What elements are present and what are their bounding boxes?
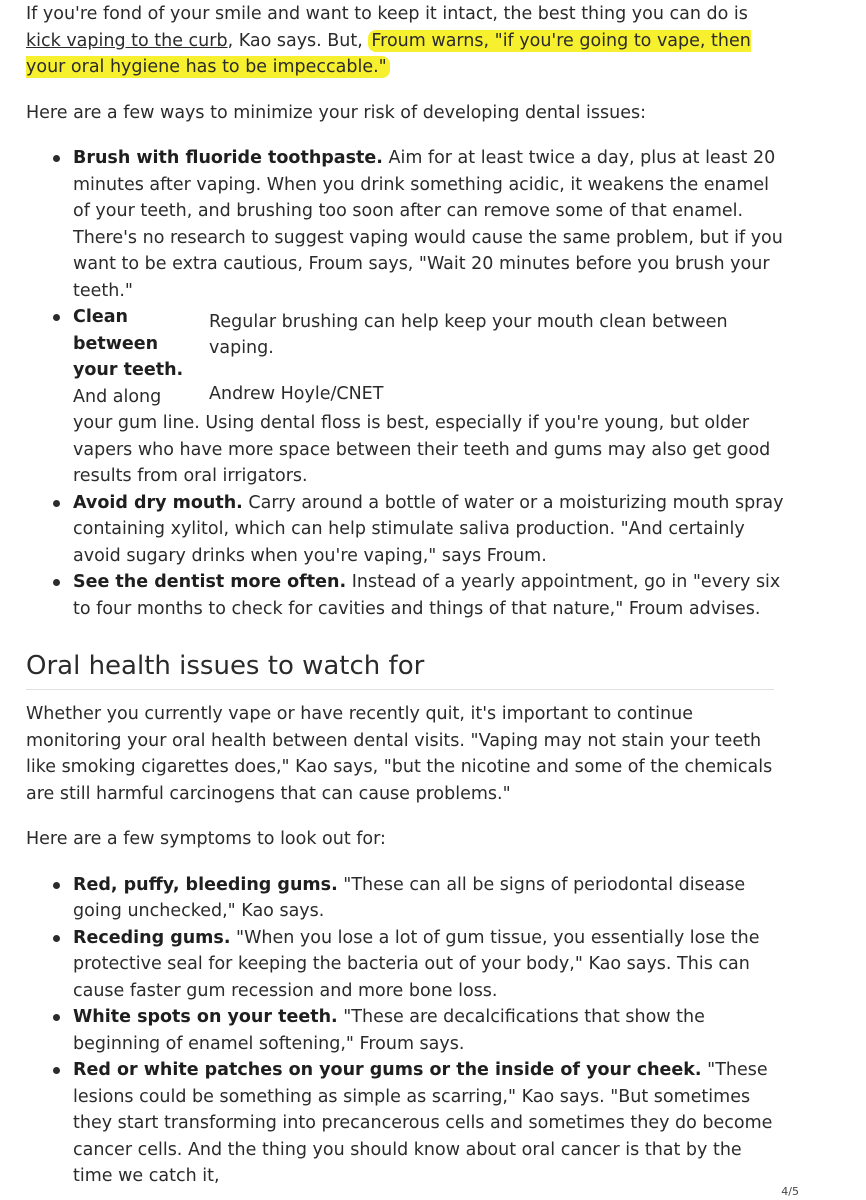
kick-vaping-link[interactable]: kick vaping to the curb bbox=[26, 30, 228, 51]
symptom-text: "These are decalcifications that show the beginning of enamel softening," Froum says. bbox=[73, 1007, 705, 1054]
tips-intro: Here are a few ways to minimize your risk of developing dental issues: bbox=[26, 102, 646, 123]
symptoms-intro: Here are a few symptoms to look out for: bbox=[26, 829, 386, 849]
list-item bbox=[73, 872, 786, 925]
article-body bbox=[26, 0, 786, 1190]
list-item bbox=[73, 490, 786, 570]
symptom-text: "These lesions could be something as simple as scarring," Kao says. "But sometimes they start transforming into precancerous cells and sometimes they do become cancer cells. And the thing you should know about oral cancer is that by the time we catch it, bbox=[73, 1060, 773, 1186]
list-item bbox=[73, 1004, 786, 1057]
page-number: 4/5 bbox=[781, 1185, 799, 1198]
tip-text: Instead of a yearly appointment, go in "every six to four months to check for cavities and things of that nature," Froum advises. bbox=[73, 572, 781, 619]
intro-text-after-link: , Kao says. But, bbox=[227, 30, 369, 51]
section-heading: Oral health issues to watch for bbox=[26, 649, 774, 690]
list-item bbox=[73, 145, 786, 304]
section-paragraph: Whether you currently vape or have recently quit, it's important to continue monitoring your oral health between dental visits. "Vaping may not stain your teeth like smoking cigarettes does," Kao says, "but the nicotine and some of the chemicals are still harmful carcinogens that can cause problems." bbox=[26, 704, 773, 804]
symptom-text: "These can all be signs of periodontal disease going unchecked," Kao says. bbox=[73, 874, 746, 921]
symptom-title: Red, puffy, bleeding gums. bbox=[73, 874, 338, 895]
symptom-title: White spots on your teeth. bbox=[73, 1007, 338, 1027]
tip-text: Carry around a bottle of water or a moisturizing mouth spray containing xylitol, which can help stimulate saliva production. "And certainly avoid sugary drinks when you're vaping," says Froum. bbox=[73, 492, 784, 566]
tip-title: Avoid dry mouth. bbox=[73, 492, 243, 513]
image-credit: Andrew Hoyle/CNET bbox=[209, 384, 384, 404]
list-item bbox=[73, 925, 786, 1005]
image-caption: Regular brushing can help keep your mouth clean between vaping. bbox=[209, 312, 728, 358]
symptoms-list bbox=[26, 872, 786, 1190]
list-item bbox=[73, 569, 786, 622]
tip-title: Brush with fluoride toothpaste. bbox=[73, 148, 383, 168]
intro-paragraph bbox=[26, 1, 786, 81]
tip-text: And along your gum line. Using dental floss is best, especially if you're young, but older vapers who have more space between their teeth and gums may also get good results from oral irrigators. bbox=[73, 386, 771, 486]
highlighted-quote: Froum warns, "if you're going to vape, then your oral hygiene has to be impeccable." bbox=[26, 30, 751, 77]
tips-list bbox=[26, 145, 786, 622]
tip-text: Aim for at least twice a day, plus at least 20 minutes after vaping. When you drink something acidic, it weakens the enamel of your teeth, and brushing too soon after can remove some of that enamel. There's no research to suggest vaping would cause the same problem, but if you want to be extra cautious, Froum says, "Wait 20 minutes before you brush your teeth." bbox=[73, 148, 783, 301]
intro-text: If you're fond of your smile and want to keep it intact, the best thing you can do is bbox=[26, 4, 748, 24]
symptom-title: Red or white patches on your gums or the inside of your cheek. bbox=[73, 1060, 702, 1080]
tip-title: See the dentist more often. bbox=[73, 572, 347, 592]
symptom-text: "When you lose a lot of gum tissue, you essentially lose the protective seal for keeping the bacteria out of your body," Kao says. This can cause faster gum recession and more bone loss. bbox=[73, 927, 760, 1001]
image-caption-block bbox=[209, 309, 786, 407]
list-item bbox=[73, 1057, 786, 1190]
list-item bbox=[73, 304, 786, 490]
symptom-title: Receding gums. bbox=[73, 927, 231, 948]
tip-title: Clean between your teeth. bbox=[73, 307, 184, 380]
